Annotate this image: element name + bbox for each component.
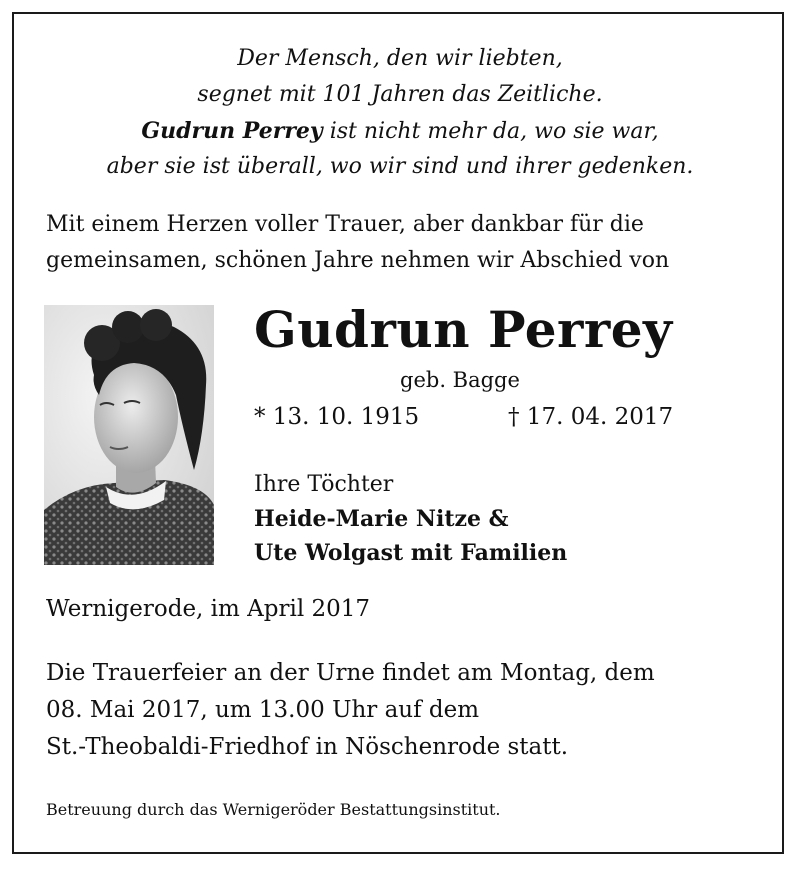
footer-credit: Betreuung durch das Wernigeröder Bestattungsinstitut. <box>46 800 501 819</box>
deceased-name: Gudrun Perrey <box>254 300 673 359</box>
intro-line-2: gemeinsamen, schönen Jahre nehmen wir Abschied von <box>46 248 670 273</box>
birth-date: * 13. 10. 1915 <box>254 404 420 430</box>
portrait-image <box>44 305 214 565</box>
ceremony-line-2: 08. Mai 2017, um 13.00 Uhr auf dem <box>46 697 480 723</box>
poem-line-3 <box>0 118 800 144</box>
mourner-2 <box>254 540 567 566</box>
poem-line-3-rest: ist nicht mehr da, wo sie war, <box>322 119 659 144</box>
poem-line-2: segnet mit 101 Jahren das Zeitliche. <box>197 82 603 107</box>
intro-line-1: Mit einem Herzen voller Trauer, aber dankbar für die <box>46 212 644 237</box>
mourners-label: Ihre Töchter <box>254 472 394 497</box>
poem-line-1: Der Mensch, den wir liebten, <box>237 46 563 71</box>
ceremony-line-1: Die Trauerfeier an der Urne findet am Montag, dem <box>46 660 655 686</box>
mourner-2-name: Ute Wolgast mit Familien <box>254 540 568 566</box>
place-date: Wernigerode, im April 2017 <box>46 596 371 622</box>
death-date: † 17. 04. 2017 <box>508 404 674 430</box>
mourner-1 <box>254 506 509 532</box>
poem-name: Gudrun Perrey <box>141 118 323 144</box>
portrait-photo <box>44 305 214 565</box>
mourner-1-name: Heide-Marie Nitze & <box>254 506 509 532</box>
poem-line-4: aber sie ist überall, wo wir sind und ihrer gedenken. <box>106 154 694 179</box>
ceremony-line-3: St.-Theobaldi-Friedhof in Nöschenrode statt. <box>46 734 569 760</box>
birth-name: geb. Bagge <box>400 368 520 392</box>
